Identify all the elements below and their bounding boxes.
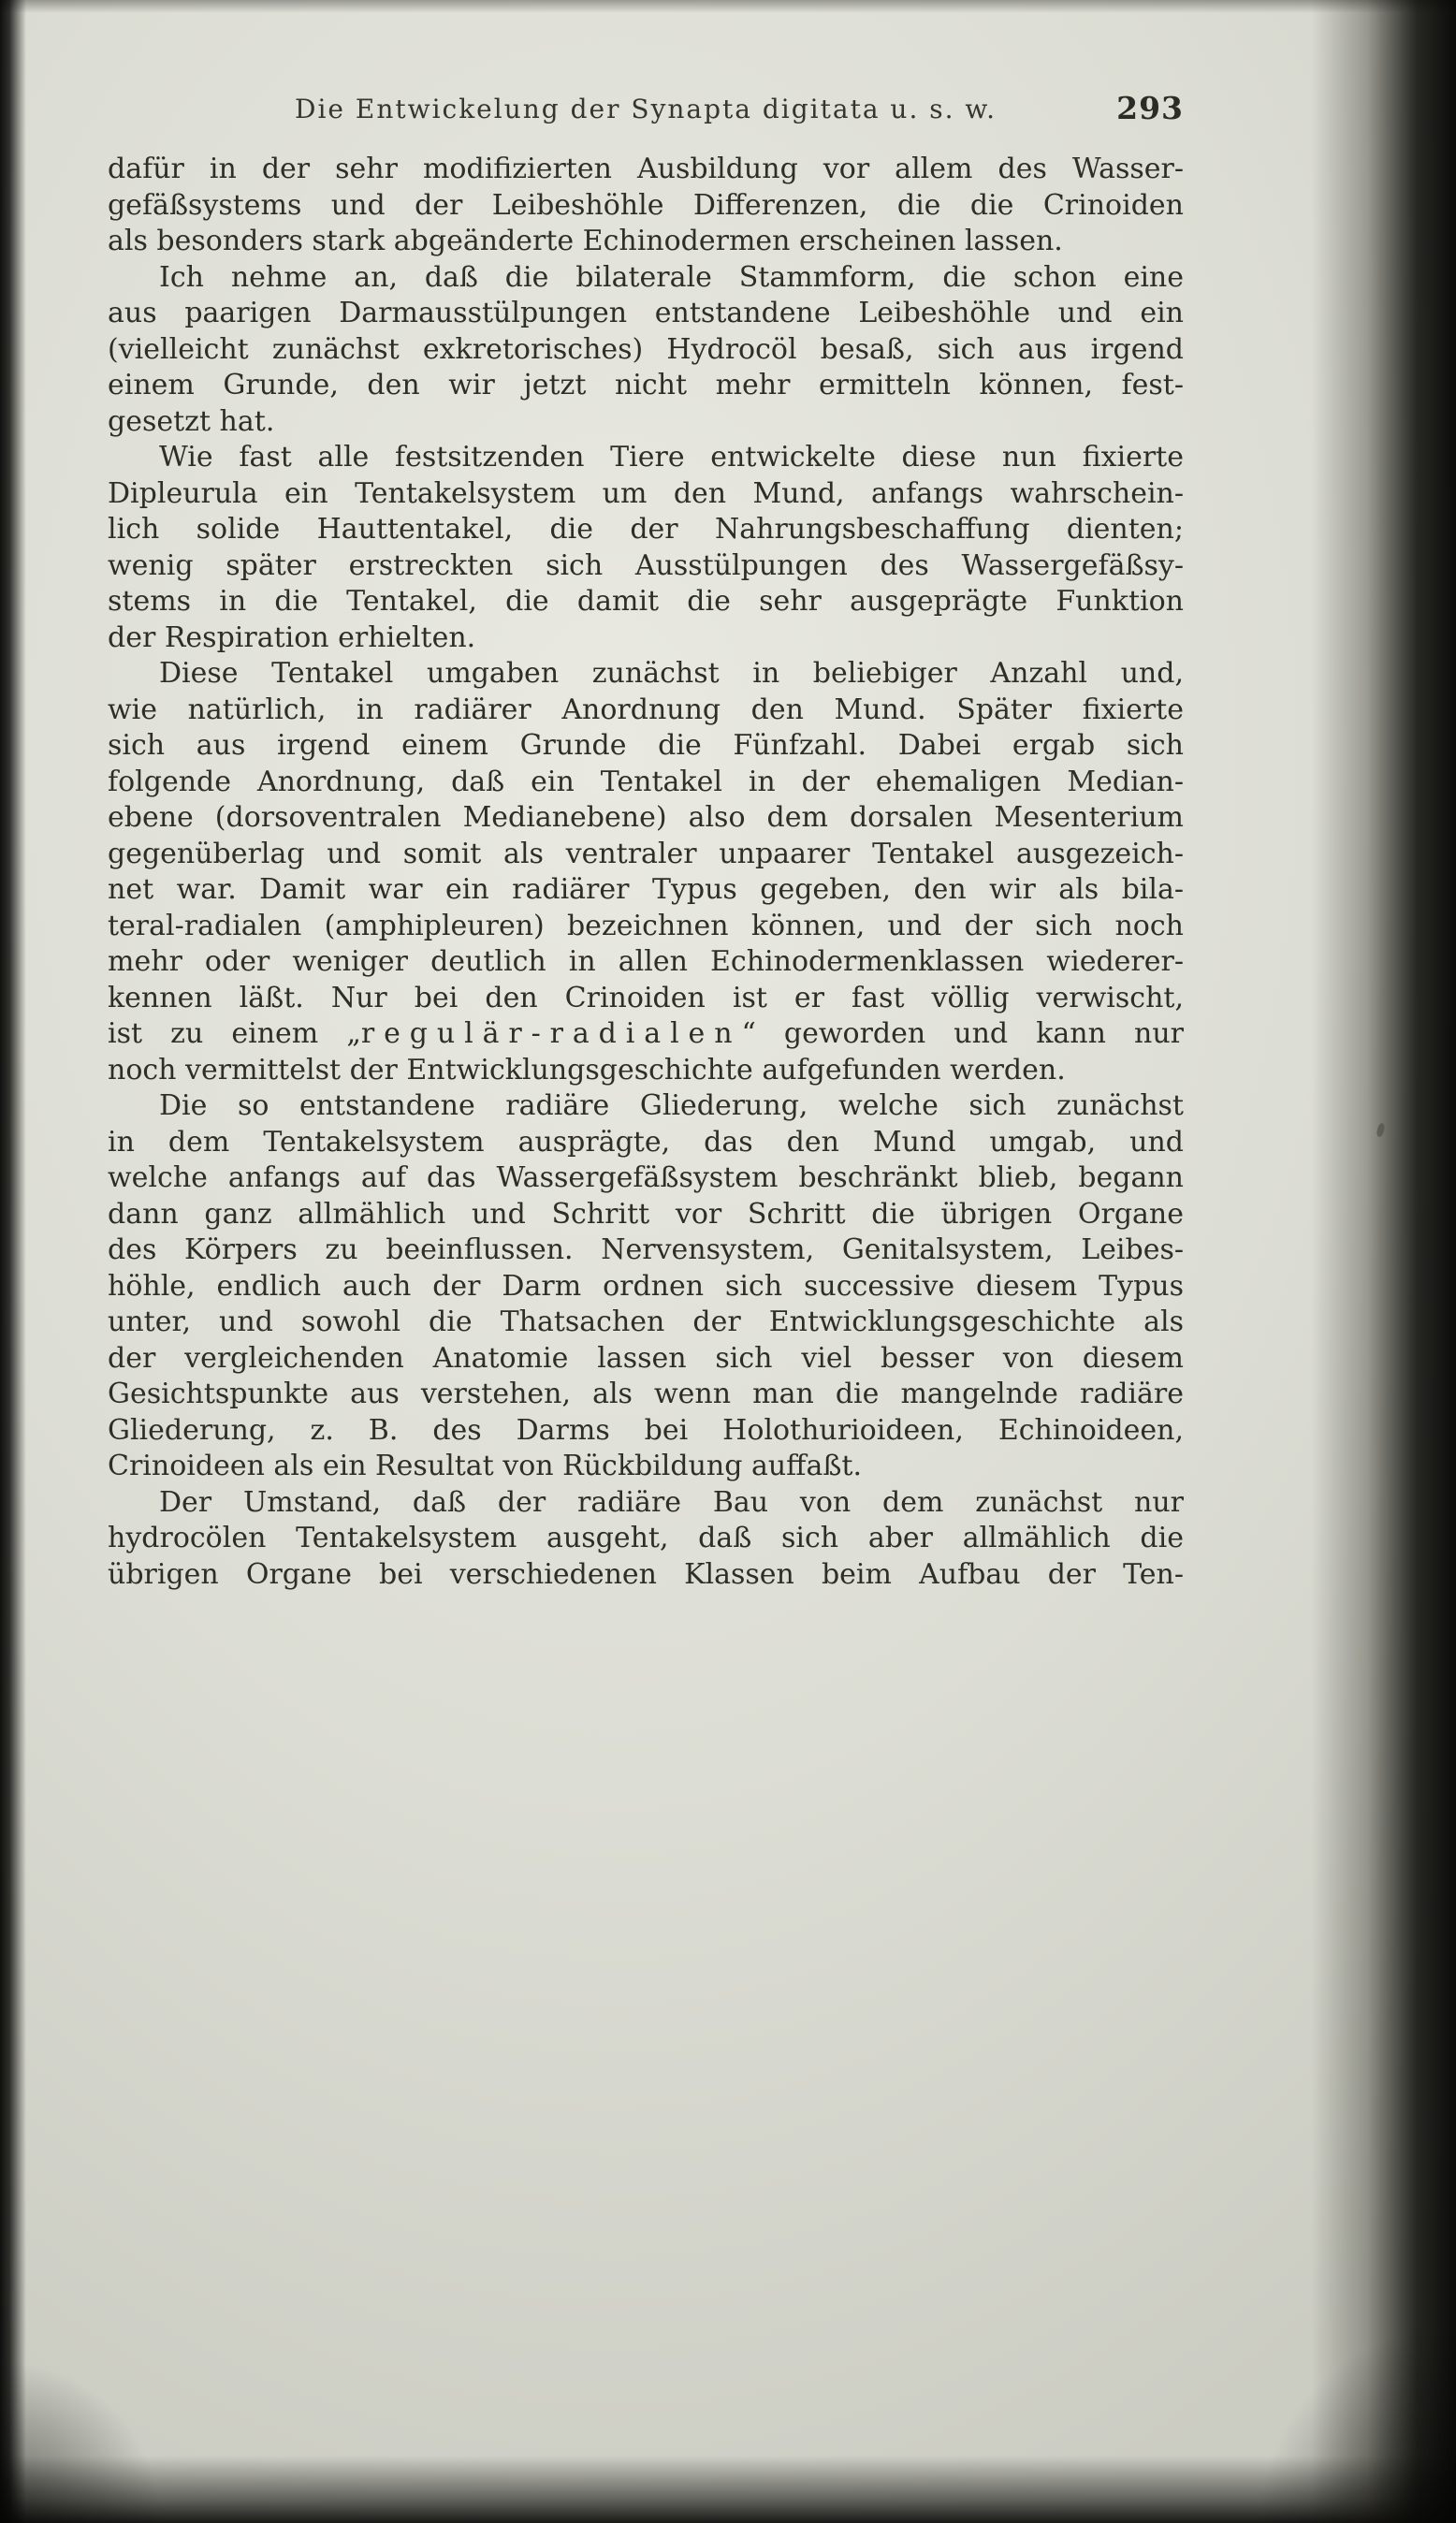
text-line: Gesichtspunkte aus verstehen, als wenn man die mangelnde radiäre — [108, 1378, 1184, 1410]
text-line: Gliederung, z. B. des Darms bei Holothurioideen, Echinoideen, — [108, 1413, 1184, 1447]
text-line: mehr oder weniger deutlich in allen Echinodermenklassen wiederer- — [108, 945, 1184, 978]
text-line: der vergleichenden Anatomie lassen sich viel besser von diesem — [108, 1341, 1184, 1375]
text-line: teral-radialen (amphipleuren) bezeichnen können, und der sich noch — [108, 909, 1184, 942]
text-line: des Körpers zu beeinflussen. Nervensystem, Genitalsystem, Leibes- — [108, 1233, 1184, 1266]
text-line: welche anfangs auf das Wassergefäßsystem beschränkt blieb, begann — [108, 1161, 1184, 1194]
paragraph — [108, 152, 1184, 260]
text-line: übrigen Organe bei verschiedenen Klassen beim Aufbau der Ten- — [108, 1557, 1184, 1591]
text-line: wie natürlich, in radiärer Anordnung den Mund. Später fixierte — [108, 693, 1184, 726]
text-line: höhle, endlich auch der Darm ordnen sich successive diesem Typus — [108, 1269, 1184, 1303]
text-line: Dipleurula ein Tentakelsystem um den Mund, anfangs wahrschein- — [108, 476, 1184, 510]
text-line: dafür in der sehr modifizierten Ausbildung vor allem des Wasser- — [108, 153, 1184, 185]
paragraph — [108, 656, 1184, 1088]
paragraph — [108, 440, 1184, 656]
text-line: unter, und sowohl die Thatsachen der Entwicklungsgeschichte als — [108, 1305, 1184, 1338]
text-line: kennen läßt. Nur bei den Crinoiden ist er fast völlig verwischt, — [108, 981, 1184, 1014]
text-line: hydrocölen Tentakelsystem ausgeht, daß sich aber allmählich die — [108, 1522, 1184, 1554]
text-line: gegenüberlag und somit als ventraler unpaarer Tentakel ausgezeich- — [108, 837, 1184, 870]
text-line: Die so entstandene radiäre Gliederung, welche sich zunächst — [159, 1089, 1184, 1122]
text-line: ebene (dorsoventralen Medianebene) also dem dorsalen Mesenterium — [108, 801, 1184, 834]
text-line: in dem Tentakelsystem ausprägte, das den Mund umgab, und — [108, 1125, 1184, 1159]
text-line: aus paarigen Darmausstülpungen entstandene Leibeshöhle und ein — [108, 297, 1184, 329]
text-line: Diese Tentakel umgaben zunächst in beliebiger Anzahl und, — [159, 657, 1184, 690]
text-line: als besonders stark abgeänderte Echinodermen erscheinen lassen. — [108, 225, 1063, 257]
text-line: folgende Anordnung, daß ein Tentakel in der ehemaligen Median- — [108, 765, 1184, 798]
text-line: Crinoideen als ein Resultat von Rückbildung auffaßt. — [108, 1450, 863, 1482]
text-line: Wie fast alle festsitzenden Tiere entwickelte diese nun fixierte — [159, 441, 1184, 474]
text-line: stems in die Tentakel, die damit die sehr ausgeprägte Funktion — [108, 585, 1184, 618]
text-line: Ich nehme an, daß die bilaterale Stammform, die schon eine — [159, 260, 1184, 294]
text-line: wenig später erstreckten sich Ausstülpungen des Wassergefäßsy- — [108, 548, 1184, 582]
paragraph — [108, 1088, 1184, 1485]
body-text — [108, 152, 1184, 1593]
text-line: einem Grunde, den wir jetzt nicht mehr ermitteln können, fest- — [108, 369, 1184, 401]
page-number: 293 — [1116, 90, 1184, 126]
text-line: lich solide Hauttentakel, die der Nahrungsbeschaffung dienten; — [108, 513, 1184, 546]
paragraph — [108, 260, 1184, 441]
text-line: gesetzt hat. — [108, 404, 275, 438]
text-line: net war. Damit war ein radiärer Typus gegeben, den wir als bila- — [108, 873, 1184, 906]
text-line: gefäßsystems und der Leibeshöhle Differenzen, die die Crinoiden — [108, 188, 1184, 222]
running-header-title: Die Entwickelung der Synapta digitata u. s. w. — [295, 94, 997, 124]
text-line: ist zu einem „regulär-radialen“ geworden und kann nur — [108, 1017, 1184, 1050]
text-line: (vielleicht zunächst exkretorisches) Hydrocöl besaß, sich aus irgend — [108, 332, 1184, 366]
text-line: Der Umstand, daß der radiäre Bau von dem zunächst nur — [159, 1485, 1184, 1519]
running-header — [108, 90, 1184, 135]
text-line: sich aus irgend einem Grunde die Fünfzahl. Dabei ergab sich — [108, 729, 1184, 762]
text-line: dann ganz allmählich und Schritt vor Schritt die übrigen Organe — [108, 1197, 1184, 1231]
emphasized-term: regulär-radialen — [360, 1017, 742, 1050]
paragraph — [108, 1485, 1184, 1594]
scan-artifact — [1376, 1122, 1385, 1137]
text-line: noch vermittelst der Entwicklungsgeschichte aufgefunden werden. — [108, 1053, 1066, 1086]
text-line: der Respiration erhielten. — [108, 620, 476, 654]
